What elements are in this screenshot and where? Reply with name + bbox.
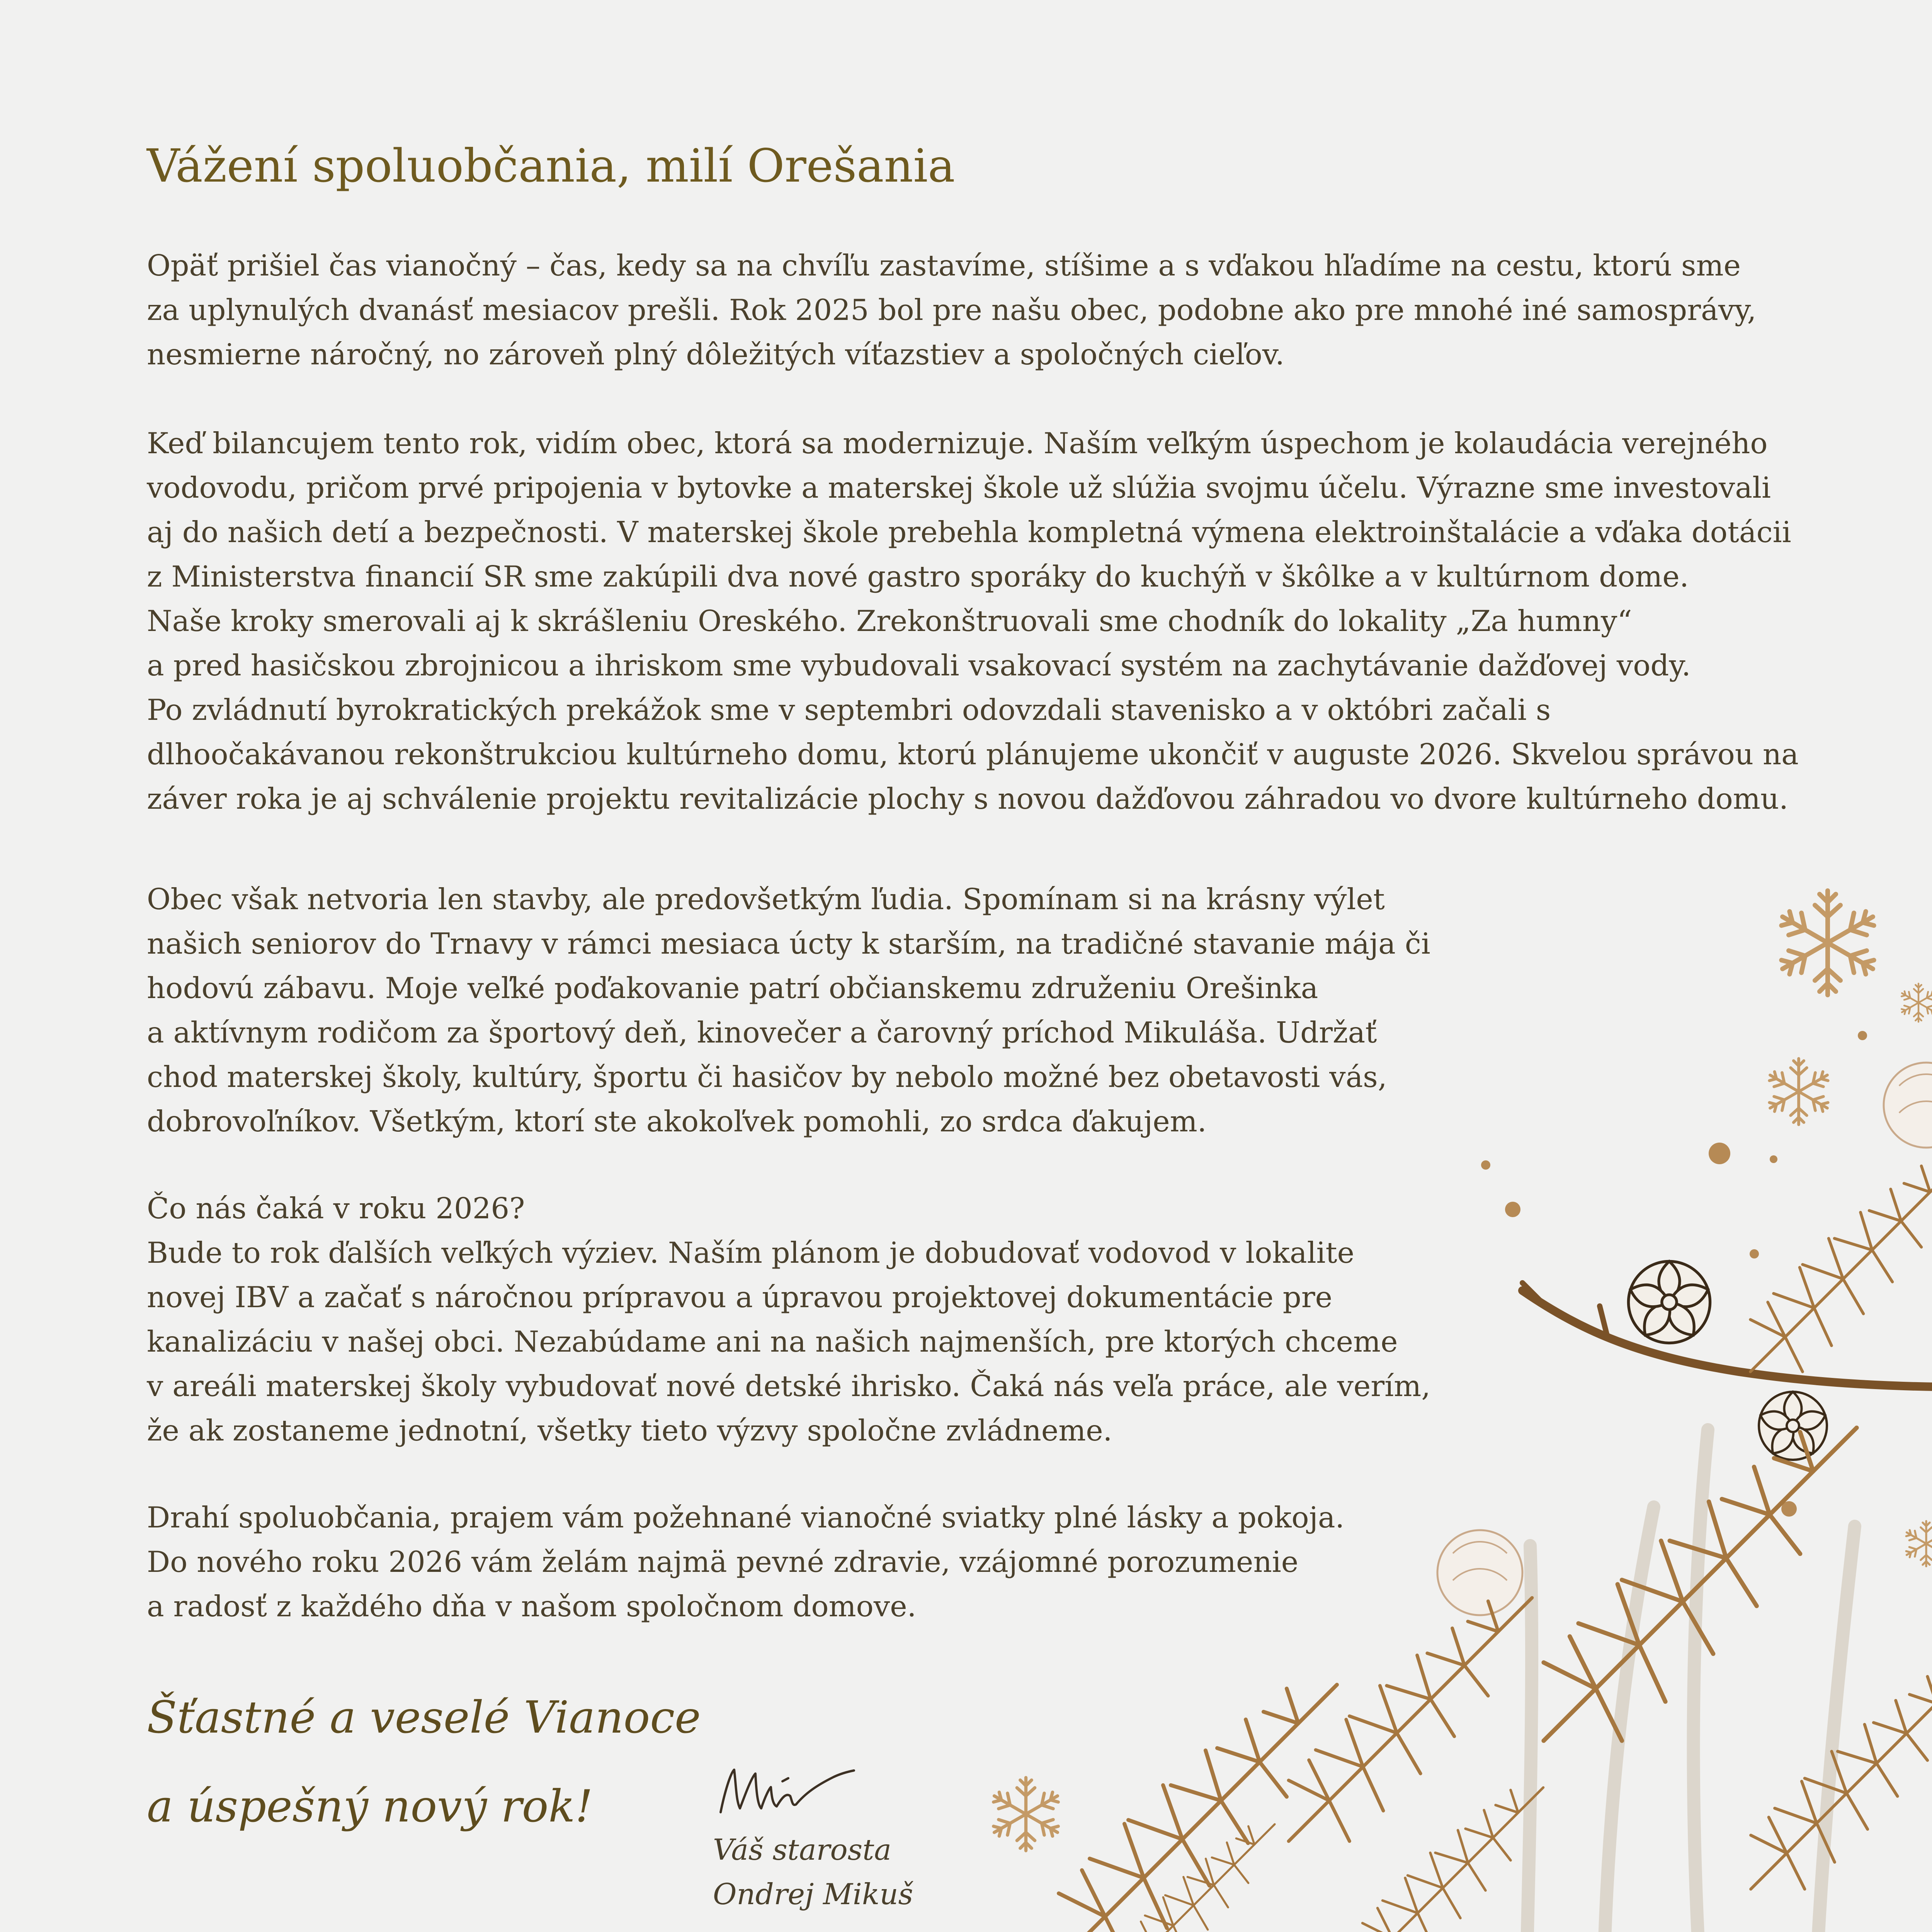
- paragraph-line: Drahí spoluobčania, prajem vám požehnané vianočné sviatky plné lásky a pokoja.: [147, 1500, 1345, 1534]
- paragraph-line: Do nového roku 2026 vám želám najmä pevné zdravie, vzájomné porozumenie: [147, 1545, 1299, 1579]
- closing-line: Šťastné a veselé Vianoce: [147, 1692, 701, 1743]
- paragraph-line: vodovodu, pričom prvé pripojenia v bytovke a materskej škole už slúžia svojmu účelu. Výrazne sme investovali: [147, 471, 1771, 505]
- paragraph-line: záver roka je aj schválenie projektu revitalizácie plochy s novou dažďovou záhradou vo dvore kultúrneho domu.: [147, 782, 1789, 816]
- pine-cone-icon: [1627, 1261, 1711, 1343]
- paragraph-line: nesmierne náročný, no zároveň plný dôležitých víťazstiev a spoločných cieľov.: [147, 337, 1285, 371]
- pine-branch-icon: [1129, 1824, 1275, 1932]
- paragraph-line: za uplynulých dvanásť mesiacov prešli. Rok 2025 bol pre našu obec, podobne ako pre mnohé iné samosprávy,: [147, 293, 1757, 327]
- snowflake-icon: [1776, 891, 1879, 995]
- paragraph-line: našich seniorov do Trnavy v rámci mesiaca úcty k starším, na tradičné stavanie mája či: [147, 927, 1430, 961]
- closing-line: a úspešný nový rok!: [147, 1781, 593, 1832]
- paragraph-line: dobrovoľníkov. Všetkým, ktorí ste akokoľvek pomohli, zo srdca ďakujem.: [147, 1104, 1207, 1138]
- paragraph-line: Bude to rok ďalších veľkých výziev. Naším plánom je dobudovať vodovod v lokalite: [147, 1236, 1355, 1270]
- pine-branch-icon: [1750, 1163, 1932, 1372]
- paragraph-line: a aktívnym rodičom za športový deň, kinovečer a čarovný príchod Mikuláša. Udržať: [147, 1015, 1377, 1049]
- paragraph-line: Po zvládnutí byrokratických prekážok sme v septembri odovzdali stavenisko a v októbri začali s: [147, 693, 1551, 727]
- paragraph-line: Obec však netvoria len stavby, ale predovšetkým ľudia. Spomínam si na krásny výlet: [147, 882, 1385, 916]
- greeting-heading: Vážení spoluobčania, milí Orešania: [147, 139, 955, 192]
- paragraph-line: Naše kroky smerovali aj k skrášleniu Oreského. Zrekonštruovali sme chodník do lokality „Za humny“: [147, 604, 1632, 638]
- paragraph-line: v areáli materskej školy vybudovať nové detské ihrisko. Čaká nás veľa práce, ale verím,: [147, 1369, 1431, 1403]
- paragraph-line: Čo nás čaká v roku 2026?: [147, 1191, 525, 1225]
- snowflake-icon: [1904, 1521, 1932, 1566]
- snowflake-icon: [1766, 1059, 1832, 1125]
- snowflake-icon: [1900, 984, 1932, 1022]
- paragraph-line: chod materskej školy, kultúry, športu či hasičov by nebolo možné bez obetavosti vás,: [147, 1060, 1387, 1094]
- paragraph-line: a pred hasičskou zbrojnicou a ihriskom sme vybudovali vsakovací systém na zachytávanie dažďovej vody.: [147, 648, 1691, 682]
- paragraph-line: Keď bilancujem tento rok, vidím obec, ktorá sa modernizuje. Naším veľkým úspechom je kolaudácia verejného: [147, 426, 1768, 460]
- paragraph-line: a radosť z každého dňa v našom spoločnom domove.: [147, 1589, 917, 1623]
- paragraph-line: aj do našich detí a bezpečnosti. V materskej škole prebehla kompletná výmena elektroinštalácie a vďaka dotácii: [147, 515, 1791, 549]
- snowflake-icon: [990, 1778, 1062, 1851]
- paragraph-line: novej IBV a začať s náročnou prípravou a úpravou projektovej dokumentácie pre: [147, 1280, 1332, 1314]
- signer-role: Váš starosta: [713, 1833, 892, 1867]
- pine-branch-icon: [1362, 1787, 1543, 1932]
- pine-cone-icon: [1758, 1392, 1828, 1460]
- pine-branch-icon: [1059, 1685, 1337, 1932]
- paragraph-line: dlhoočakávanou rekonštrukciou kultúrneho domu, ktorú plánujeme ukončiť v auguste 2026. Skvelou správou na: [147, 737, 1799, 771]
- signer-name: Ondrej Mikuš: [713, 1877, 913, 1911]
- paragraph-line: Opäť prišiel čas vianočný – čas, kedy sa na chvíľu zastavíme, stíšime a s vďakou hľadíme na cestu, ktorú sme: [147, 248, 1741, 282]
- paragraph-line: že ak zostaneme jednotní, všetky tieto výzvy spoločne zvládneme.: [147, 1413, 1112, 1447]
- paragraph-line: kanalizáciu v našej obci. Nezabúdame ani na našich najmenších, pre ktorých chceme: [147, 1325, 1398, 1359]
- paragraph-line: hodovú zábavu. Moje veľké poďakovanie patrí občianskemu združeniu Orešinka: [147, 971, 1318, 1005]
- paragraph-line: z Ministerstva financií SR sme zakúpili dva nové gastro sporáky do kuchýň v škôlke a v kultúrnom dome.: [147, 560, 1689, 594]
